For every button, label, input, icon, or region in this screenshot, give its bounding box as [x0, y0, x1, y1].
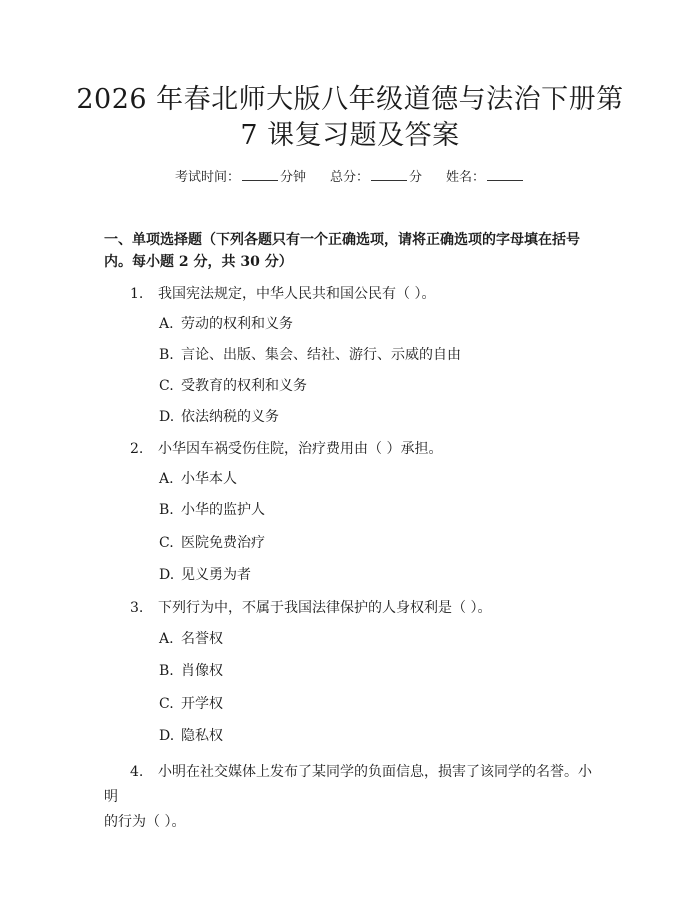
question-3-option-a	[159, 629, 223, 649]
question-2-option-b	[159, 500, 265, 520]
question-1-option-a	[159, 314, 293, 334]
option-text: 开学权	[181, 696, 223, 712]
section-heading-line-1: 一、单项选择题（下列各题只有一个正确选项，请将正确选项的字母填在括号	[104, 232, 580, 248]
option-letter: B.	[159, 347, 174, 363]
question-2-option-c	[159, 533, 265, 553]
option-text: 小华本人	[181, 471, 237, 487]
option-letter: B.	[159, 663, 174, 679]
name-label: 姓名：	[446, 170, 486, 185]
question-2-option-d	[159, 565, 251, 585]
option-text: 依法纳税的义务	[181, 409, 279, 425]
option-text: 小华的监护人	[181, 502, 265, 518]
question-text: 我国宪法规定，中华人民共和国公民有（ ）。	[158, 286, 436, 302]
option-text: 见义勇为者	[181, 567, 251, 583]
question-2-option-a	[159, 469, 237, 489]
question-text: 下列行为中，不属于我国法律保护的人身权利是（ ）。	[158, 600, 492, 616]
time-blank	[242, 168, 278, 181]
question-1-option-d	[159, 407, 279, 427]
option-letter: A.	[159, 471, 174, 487]
exam-meta-line	[0, 168, 700, 187]
question-number: 3.	[130, 600, 144, 616]
question-number: 1.	[130, 286, 144, 302]
question-text-line-1: 小明在社交媒体上发布了某同学的负面信息，损害了该同学的名誉。小明	[104, 764, 592, 805]
question-3-option-b	[159, 661, 223, 681]
section-heading	[104, 229, 594, 273]
option-letter: A.	[159, 316, 174, 332]
option-text: 肖像权	[181, 663, 223, 679]
question-1-option-b	[159, 345, 461, 365]
question-text-line-2: 的行为（ ）。	[104, 814, 186, 830]
question-1	[104, 283, 594, 305]
time-unit: 分钟	[279, 170, 306, 185]
option-letter: A.	[159, 631, 174, 647]
option-letter: D.	[159, 728, 175, 744]
question-3	[104, 597, 594, 619]
score-blank	[371, 168, 407, 181]
option-letter: B.	[159, 502, 174, 518]
document-title-line-2: 7 课复习题及答案	[240, 120, 460, 151]
option-letter: C.	[159, 378, 174, 394]
section-heading-line-2: 内。每小题 2 分，共 30 分）	[104, 254, 293, 270]
option-letter: D.	[159, 409, 175, 425]
question-3-option-d	[159, 726, 223, 746]
question-2	[104, 438, 594, 460]
option-text: 言论、出版、集会、结社、游行、示威的自由	[181, 347, 461, 363]
question-text: 小华因车祸受伤住院，治疗费用由（ ）承担。	[158, 441, 443, 457]
question-1-option-c	[159, 376, 307, 396]
option-text: 名誉权	[181, 631, 223, 647]
score-label: 总分：	[329, 170, 369, 185]
option-text: 劳动的权利和义务	[181, 316, 293, 332]
document-title-line-1: 2026 年春北师大版八年级道德与法治下册第	[76, 84, 624, 115]
question-3-option-c	[159, 694, 223, 714]
question-number: 4.	[130, 764, 144, 780]
time-label: 考试时间：	[174, 170, 240, 185]
option-text: 隐私权	[181, 728, 223, 744]
question-4	[104, 760, 594, 835]
question-number: 2.	[130, 441, 144, 457]
option-letter: D.	[159, 567, 175, 583]
option-letter: C.	[159, 696, 174, 712]
option-letter: C.	[159, 535, 174, 551]
option-text: 受教育的权利和义务	[181, 378, 307, 394]
score-unit: 分	[409, 170, 423, 185]
option-text: 医院免费治疗	[181, 535, 265, 551]
name-blank	[487, 168, 523, 181]
